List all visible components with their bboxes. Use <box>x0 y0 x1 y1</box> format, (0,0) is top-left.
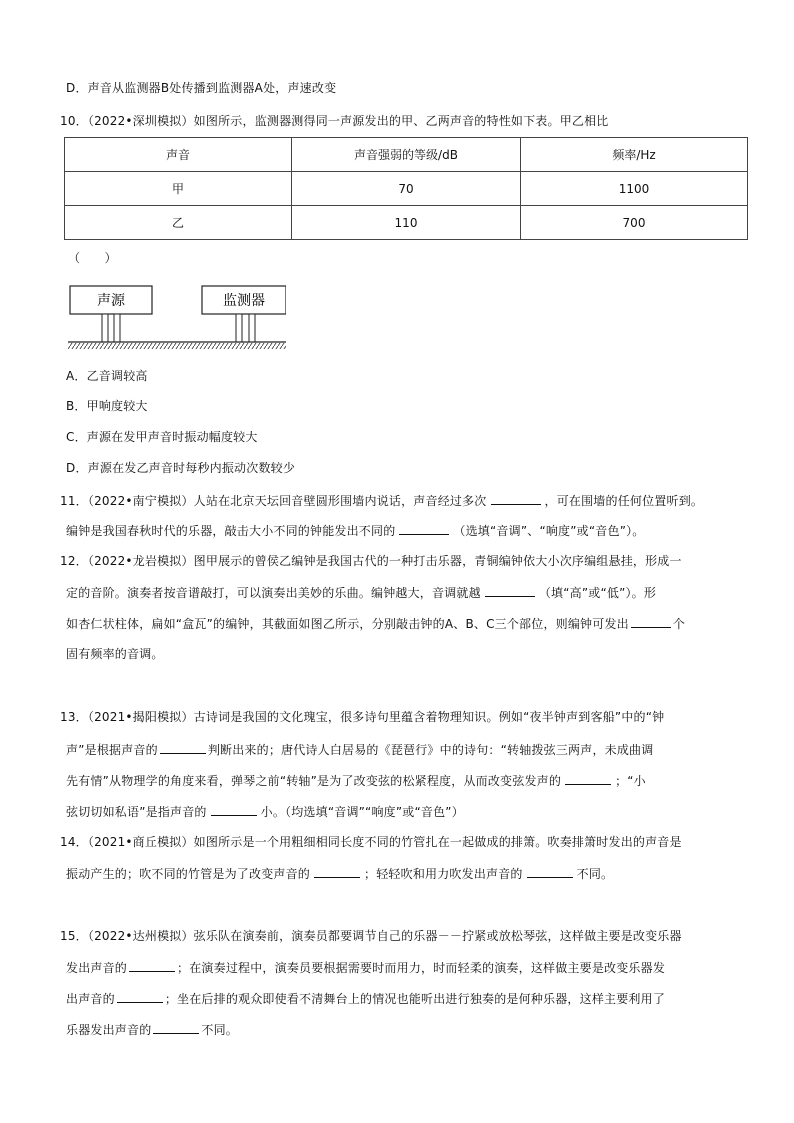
q9-option-d: D．声音从监测器B处传播到监测器A处，声速改变 <box>66 81 337 95</box>
q14-text: 振动产生的；吹不同的竹管是为了改变声音的 <box>66 867 311 881</box>
q13-text: 声”是根据声音的 <box>66 743 158 757</box>
q13-text: 判断出来的；唐代诗人白居易的《琵琶行》中的诗句：“转轴拨弦三两声，未成曲调 <box>207 743 654 757</box>
q11-text: （选填“音调”、“响度”或“音色”）。 <box>453 524 645 538</box>
q15-text: 乐器发出声音的 <box>66 1023 152 1037</box>
q15-line-3 <box>66 990 665 1007</box>
answer-blank[interactable] <box>485 584 535 597</box>
table-row <box>65 206 748 240</box>
monitor-label: 监测器 <box>223 293 265 309</box>
q13-text: 小。（均选填“音调”“响度”或“音色”） <box>260 805 464 819</box>
q14-text: ；轻轻吹和用力吹发出声音的 <box>364 867 523 881</box>
answer-blank[interactable] <box>211 803 257 816</box>
q11-text: ，可在围墙的任何位置听到。 <box>544 494 704 508</box>
q13-line-4 <box>66 803 464 820</box>
q12-line-2 <box>66 584 656 601</box>
answer-blank[interactable] <box>631 615 671 628</box>
answer-blank[interactable] <box>491 492 541 505</box>
source-monitor-diagram <box>66 280 286 352</box>
q15-line-2 <box>66 959 665 976</box>
q12-text: （填“高”或“低”）。形 <box>538 586 657 600</box>
q15-text: 不同。 <box>201 1023 239 1037</box>
ground-hatch <box>68 343 286 349</box>
source-leg <box>102 314 108 342</box>
answer-blank[interactable] <box>565 772 611 785</box>
answer-blank[interactable] <box>527 865 573 878</box>
q14-line-2 <box>66 865 613 882</box>
answer-blank[interactable] <box>160 741 206 754</box>
table-header: 频率/Hz <box>521 138 748 172</box>
q15-text: 出声音的 <box>66 992 115 1006</box>
q13-text: ；“小 <box>615 774 646 788</box>
q13-line-1: 13．（2021•揭阳模拟）古诗词是我国的文化瑰宝，很多诗句里蕴含着物理知识。例如“夜半钟声到客船”中的“钟 <box>60 710 665 724</box>
q11-line-1 <box>60 492 703 509</box>
q15-text: ；在演奏过程中，演奏员要根据需要时而用力，时而轻柔的演奏，这样做主要是改变乐器发 <box>177 961 666 975</box>
table-header: 声音强弱的等级/dB <box>292 138 521 172</box>
monitor-leg <box>236 314 242 342</box>
monitor-leg <box>249 314 255 342</box>
table-cell: 700 <box>521 206 748 240</box>
q15-line-4 <box>66 1021 238 1038</box>
q10-answer-paren: （ ） <box>68 251 117 265</box>
table-header-row <box>65 138 748 172</box>
q10-option-a: A．乙音调较高 <box>66 369 148 383</box>
q12-line-4: 固有频率的音调。 <box>66 647 164 661</box>
table-cell: 乙 <box>65 206 292 240</box>
q13-text: 先有情”从物理学的角度来看，弹琴之前“转轴”是为了改变弦的松紧程度，从而改变弦发声的 <box>66 774 562 788</box>
q10-option-c: C．声源在发甲声音时振动幅度较大 <box>66 430 258 444</box>
table-cell: 甲 <box>65 172 292 206</box>
q11-text: 11．（2022•南宁模拟）人站在北京天坛回音壁圆形围墙内说话，声音经过多次 <box>60 494 487 508</box>
q10-option-d: D．声源在发乙声音时每秒内振动次数较少 <box>66 461 296 475</box>
q11-text: 编钟是我国春秋时代的乐器，敲击大小不同的钟能发出不同的 <box>66 524 396 538</box>
sound-table <box>64 137 748 240</box>
q12-line-3 <box>66 615 685 632</box>
answer-blank[interactable] <box>129 959 175 972</box>
q12-text: 定的音阶。演奏者按音谱敲打，可以演奏出美妙的乐曲。编钟越大，音调就越 <box>66 586 481 600</box>
table-row <box>65 172 748 206</box>
source-leg <box>114 314 120 342</box>
q10-option-b: B．甲响度较大 <box>66 399 148 413</box>
table-cell: 110 <box>292 206 521 240</box>
table-cell: 1100 <box>521 172 748 206</box>
table-cell: 70 <box>292 172 521 206</box>
answer-blank[interactable] <box>153 1021 199 1034</box>
q15-text: ；坐在后排的观众即使看不清舞台上的情况也能听出进行独奏的是何种乐器，这样主要利用了 <box>164 992 666 1006</box>
q12-text: 如杏仁状柱体，扁如“盒瓦”的编钟，其截面如图乙所示，分别敲击钟的A、B、C三个部位，则编钟可发出 <box>66 617 629 631</box>
sound-source-label: 声源 <box>97 293 125 309</box>
q13-text: 弦切切如私语”是指声音的 <box>66 805 207 819</box>
q13-line-2 <box>66 741 653 758</box>
q12-text: 个 <box>672 617 686 631</box>
q12-line-1: 12．（2022•龙岩模拟）图甲展示的曾侯乙编钟是我国古代的一种打击乐器，青铜编钟依大小次序编组悬挂，形成一 <box>60 554 682 568</box>
answer-blank[interactable] <box>314 865 360 878</box>
q14-line-1: 14．（2021•商丘模拟）如图所示是一个用粗细相同长度不同的竹管扎在一起做成的排箫。吹奏排箫时发出的声音是 <box>60 835 682 849</box>
q15-line-1: 15．（2022•达州模拟）弦乐队在演奏前，演奏员都要调节自己的乐器－－拧紧或放松琴弦，这样做主要是改变乐器 <box>60 929 682 943</box>
answer-blank[interactable] <box>117 990 163 1003</box>
q15-text: 发出声音的 <box>66 961 128 975</box>
q11-line-2 <box>66 522 645 539</box>
answer-blank[interactable] <box>399 522 449 535</box>
q14-text: 不同。 <box>576 867 614 881</box>
q13-line-3 <box>66 772 646 789</box>
table-header: 声音 <box>65 138 292 172</box>
q10-stem: 10．（2022•深圳模拟）如图所示，监测器测得同一声源发出的甲、乙两声音的特性如下表。甲乙相比 <box>60 114 609 128</box>
